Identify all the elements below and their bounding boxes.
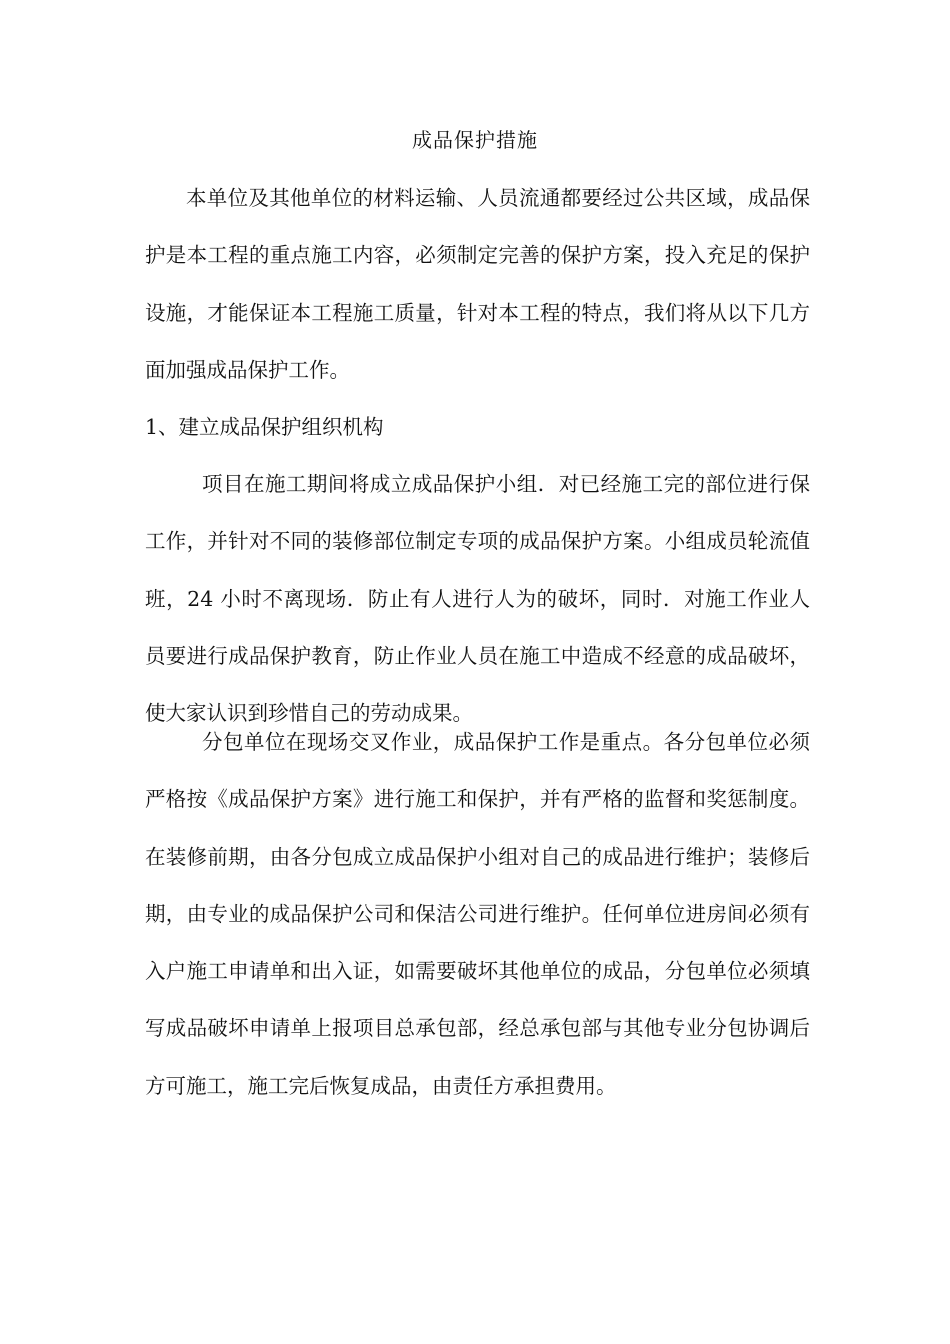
section-heading: 1、建立成品保护组织机构 [145,415,384,439]
organization-paragraph: 项目在施工期间将成立成品保护小组．对已经施工完的部位进行保工作，并针对不同的装修部位制定专项的成品保护方案。小组成员轮流值班，24 小时不离现场．防止有人进行人为的破坏，同时．对施工作业人员要进行成品保护教育，防止作业人员在施工中造成不经意的成品破坏，使大家认识到珍惜自己的劳动成果。 [145,472,810,726]
intro-paragraph: 本单位及其他单位的材料运输、人员流通都要经过公共区域，成品保护是本工程的重点施工内容，必须制定完善的保护方案，投入充足的保护设施，才能保证本工程施工质量，针对本工程的特点，我们将从以下几方面加强成品保护工作。 [145,186,810,382]
subcontractor-paragraph: 分包单位在现场交叉作业，成品保护工作是重点。各分包单位必须严格按《成品保护方案》进行施工和保护，并有严格的监督和奖惩制度。在装修前期，由各分包成立成品保护小组对自己的成品进行维护；装修后期，由专业的成品保护公司和保洁公司进行维护。任何单位进房间必须有入户施工申请单和出入证，如需要破坏其他单位的成品，分包单位必须填写成品破坏申请单上报项目总承包部，经总承包部与其他专业分包协调后方可施工，施工完后恢复成品，由责任方承担费用。 [145,730,810,1098]
page-title: 成品保护措施 [412,128,538,152]
